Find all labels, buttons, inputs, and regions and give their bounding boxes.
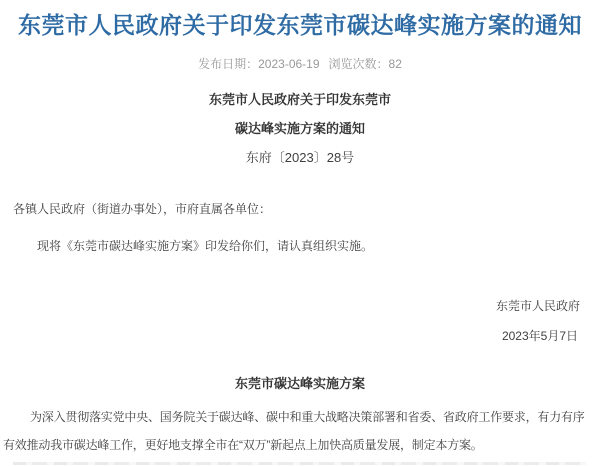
page-title: 东莞市人民政府关于印发东莞市碳达峰实施方案的通知 xyxy=(18,12,582,38)
document-title-line-2: 碳达峰实施方案的通知 xyxy=(234,121,365,136)
signature-issuer: 东莞市人民政府 xyxy=(495,299,580,313)
plan-intro-paragraph: 为深入贯彻落实党中央、国务院关于碳达峰、碳中和重大战略决策部署和省委、省政府工作要求，有力有序有效推动我市碳达峰工作，更好地支撑全市在“双万”新起点上加快高质量发展，制定本方案。 xyxy=(3,410,585,452)
signature-date: 2023年5月7日 xyxy=(501,329,578,343)
document-number: 东府〔2023〕28号 xyxy=(245,150,355,165)
article-meta xyxy=(0,56,600,72)
forward-notice-line: 现将《东莞市碳达峰实施方案》印发给你们，请认真组织实施。 xyxy=(37,239,374,253)
document-title-line-1: 东莞市人民政府关于印发东莞市 xyxy=(208,92,391,107)
plan-section-title: 东莞市碳达峰实施方案 xyxy=(234,376,365,391)
view-count: 浏览次数：82 xyxy=(328,57,402,71)
cutoff-text-remnant xyxy=(13,462,586,465)
publish-date: 发布日期：2023-06-19 xyxy=(198,57,320,71)
salutation-line: 各镇人民政府（街道办事处），市府直属各单位： xyxy=(13,202,272,216)
